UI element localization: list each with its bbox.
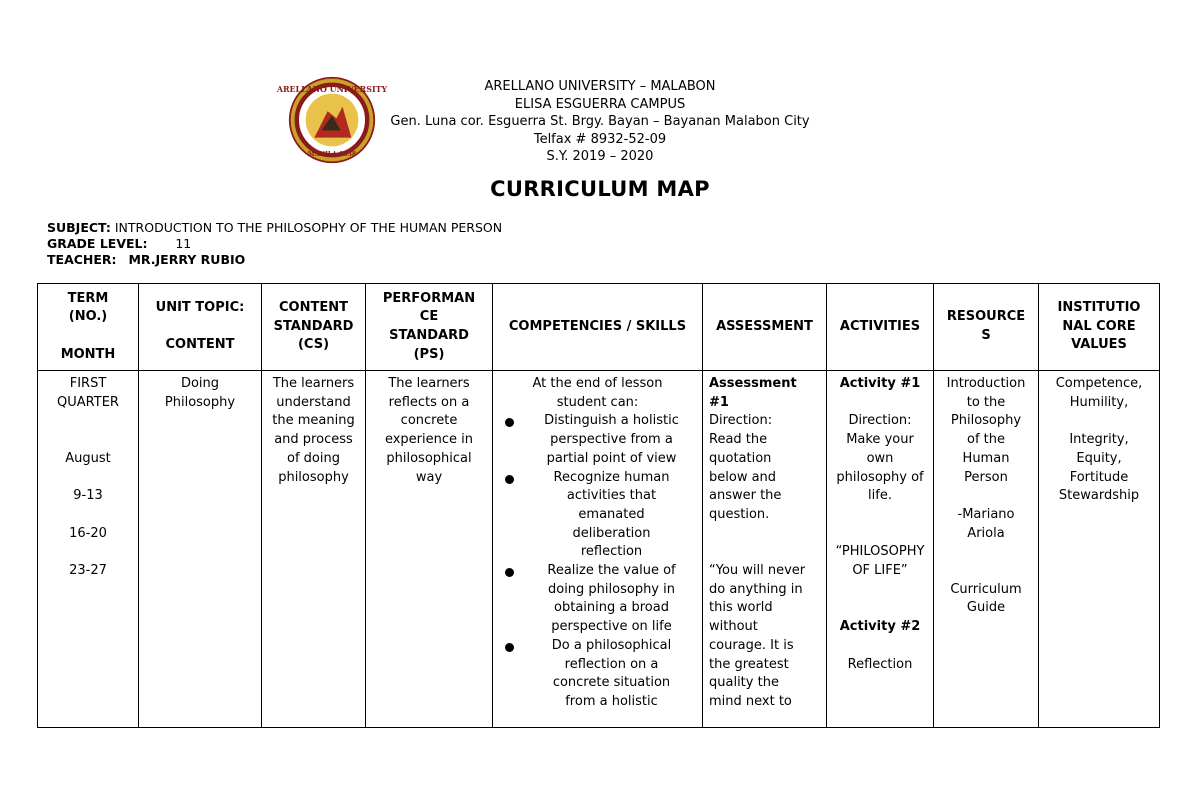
- text-line: Philosophy: [950, 413, 1022, 429]
- text-line: -Mariano: [957, 506, 1015, 522]
- text-line: reflection on a: [564, 656, 659, 672]
- activity-1-title: Activity #1: [839, 376, 921, 391]
- text-line: Person: [964, 469, 1008, 485]
- logo-text-bottom: MANILA 1938: [307, 151, 357, 159]
- course-meta: [47, 220, 502, 268]
- text-line: to the: [966, 394, 1006, 410]
- header-unit-topic: [139, 284, 262, 371]
- table-row: [38, 371, 1160, 728]
- text-line: student can:: [556, 394, 639, 410]
- text-line: Humility,: [1069, 394, 1129, 410]
- text-line: OF LIFE”: [852, 563, 908, 579]
- text-line: partial point of view: [546, 450, 677, 466]
- text-line: [938, 562, 1034, 581]
- competency-intro: [497, 375, 698, 412]
- campus-name: ELISA ESGUERRA CAMPUS: [514, 96, 686, 112]
- text-line: [42, 469, 134, 488]
- header-content-standard: [262, 284, 366, 371]
- text-line: “You will never: [709, 563, 806, 579]
- text-line: FIRST: [69, 376, 107, 391]
- grade-value: 11: [175, 236, 192, 251]
- text-line: (NO.): [68, 309, 108, 325]
- text-line: [709, 525, 822, 544]
- activity-2-title: Activity #2: [839, 619, 921, 635]
- text-line: The learners: [272, 376, 355, 391]
- text-line: without: [709, 619, 758, 635]
- logo-text-top: ARELLANO UNIVERSITY: [276, 84, 388, 94]
- text-line: Do a philosophical: [551, 637, 672, 653]
- header-term: [38, 284, 139, 371]
- text-line: STANDARD: [273, 318, 354, 334]
- text-line: below and: [709, 469, 777, 485]
- text-line: (CS): [297, 337, 330, 353]
- text-line: [938, 487, 1034, 506]
- cell-activities: [827, 371, 934, 728]
- text-line: [42, 506, 134, 525]
- header-assessment: [703, 284, 827, 371]
- bullet-icon: [505, 568, 514, 577]
- list-item: [497, 637, 698, 712]
- header-competencies: [493, 284, 703, 371]
- text-line: own: [866, 450, 894, 466]
- text-line: emanated: [578, 506, 645, 522]
- text-line: Assessment: [709, 376, 797, 391]
- text-line: Stewardship: [1058, 488, 1140, 504]
- text-line: [831, 581, 929, 600]
- text-line: [42, 412, 134, 431]
- text-line: #1: [709, 394, 729, 410]
- text-line: mind next to: [709, 693, 792, 709]
- header-core-values: [1039, 284, 1160, 371]
- text-line: Direction:: [848, 413, 912, 429]
- text-line: Reflection: [847, 656, 913, 672]
- text-line: Introduction: [946, 376, 1026, 391]
- text-line: RESOURCE: [946, 309, 1026, 325]
- text-line: [831, 599, 929, 618]
- text-line: CONTENT: [279, 299, 348, 315]
- header-activities: [827, 284, 934, 371]
- text-line: Equity,: [1076, 450, 1122, 466]
- text-line: activities that: [566, 488, 657, 504]
- text-line: Human: [962, 450, 1010, 466]
- text-line: [141, 318, 259, 337]
- header-resources: [934, 284, 1039, 371]
- text-line: Make your: [846, 432, 914, 448]
- text-line: STANDARD: [389, 328, 469, 343]
- text-line: philosophical: [386, 450, 472, 466]
- text-line: [831, 637, 929, 656]
- teacher-value: MR.JERRY RUBIO: [128, 252, 246, 267]
- text-line: and process: [274, 432, 353, 448]
- school-header: [360, 78, 840, 166]
- subject-value: INTRODUCTION TO THE PHILOSOPHY OF THE HUMAN PERSON: [114, 220, 503, 235]
- text-line: reflection: [580, 544, 643, 560]
- text-line: perspective from a: [550, 432, 673, 448]
- text-line: Curriculum: [950, 581, 1022, 597]
- text-line: quality the: [709, 675, 779, 691]
- text-line: [831, 394, 929, 413]
- text-line: from a holistic: [565, 693, 658, 709]
- school-telfax: Telfax # 8932-52-09: [533, 131, 667, 147]
- text-line: 9-13: [73, 488, 103, 504]
- list-item: [497, 469, 698, 563]
- text-line: TERM: [67, 290, 109, 306]
- text-line: (PS): [413, 346, 445, 362]
- list-item: [497, 562, 698, 637]
- teacher-label: TEACHER:: [47, 252, 117, 267]
- text-line: Recognize human: [553, 469, 670, 485]
- text-line: Competence,: [1055, 376, 1143, 391]
- text-line: [938, 543, 1034, 562]
- text-line: 23-27: [69, 563, 107, 579]
- header-performance-standard: [366, 284, 493, 371]
- text-line: [709, 543, 822, 562]
- text-line: answer the: [709, 488, 782, 504]
- text-line: Integrity,: [1069, 432, 1129, 448]
- cell-competencies: [493, 371, 703, 728]
- subject-label: SUBJECT:: [47, 220, 111, 235]
- text-line: do anything in: [709, 581, 803, 597]
- text-line: COMPETENCIES / SKILLS: [508, 318, 687, 334]
- text-line: PERFORMAN: [382, 290, 476, 306]
- text-line: VALUES: [1071, 337, 1127, 353]
- activity-1-body: [831, 394, 929, 618]
- text-line: [831, 506, 929, 525]
- text-line: philosophy: [278, 469, 349, 485]
- text-line: ASSESSMENT: [716, 318, 813, 334]
- text-line: ACTIVITIES: [839, 318, 921, 334]
- grade-label: GRADE LEVEL:: [47, 236, 148, 251]
- text-line: the meaning: [272, 413, 355, 429]
- school-name: ARELLANO UNIVERSITY – MALABON: [484, 79, 716, 94]
- text-line: obtaining a broad: [554, 600, 669, 616]
- text-line: of the: [967, 432, 1005, 448]
- school-year: S.Y. 2019 – 2020: [546, 149, 654, 164]
- text-line: quotation: [709, 450, 772, 466]
- text-line: [831, 525, 929, 544]
- text-line: UNIT TOPIC:: [155, 299, 245, 315]
- text-line: the greatest: [709, 656, 789, 672]
- text-line: At the end of lesson: [532, 376, 663, 391]
- text-line: question.: [709, 506, 770, 522]
- text-line: QUARTER: [57, 394, 119, 410]
- text-line: courage. It is: [709, 637, 794, 653]
- text-line: reflects on a: [388, 394, 470, 410]
- text-line: of doing: [287, 450, 340, 466]
- text-line: [42, 543, 134, 562]
- text-line: concrete situation: [552, 675, 671, 691]
- cell-core-values: [1039, 371, 1160, 728]
- text-line: CE: [419, 309, 439, 325]
- bullet-icon: [505, 643, 514, 652]
- cell-resources: [934, 371, 1039, 728]
- text-line: this world: [709, 600, 773, 616]
- text-line: August: [65, 450, 111, 466]
- text-line: philosophy of: [836, 469, 924, 485]
- text-line: The learners: [388, 376, 470, 391]
- text-line: [40, 327, 136, 346]
- text-line: deliberation: [572, 525, 651, 541]
- text-line: [42, 431, 134, 450]
- text-line: Direction:: [709, 413, 773, 429]
- text-line: perspective on life: [551, 619, 672, 635]
- text-line: concrete: [400, 413, 458, 429]
- bullet-icon: [505, 418, 514, 427]
- list-item: [497, 412, 698, 468]
- text-line: doing philosophy in: [547, 581, 675, 597]
- text-line: “PHILOSOPHY: [835, 544, 925, 560]
- text-line: experience in: [384, 432, 474, 448]
- text-line: CONTENT: [165, 337, 235, 353]
- text-line: MONTH: [60, 346, 116, 362]
- cell-assessment: [703, 371, 827, 728]
- text-line: Ariola: [967, 525, 1005, 541]
- table-header-row: [38, 284, 1160, 371]
- cell-performance-standard: [366, 371, 493, 728]
- text-line: 16-20: [69, 525, 107, 541]
- cell-unit-topic: [139, 371, 262, 728]
- text-line: Realize the value of: [547, 563, 676, 579]
- cell-term: [38, 371, 139, 728]
- bullet-icon: [505, 475, 514, 484]
- text-line: Doing: [180, 376, 220, 391]
- text-line: Philosophy: [164, 394, 236, 410]
- text-line: Read the: [709, 432, 768, 448]
- assessment-body: [709, 394, 822, 712]
- cell-content-standard: [262, 371, 366, 728]
- text-line: NAL CORE: [1062, 318, 1136, 334]
- text-line: way: [415, 469, 443, 485]
- page-title: CURRICULUM MAP: [490, 177, 710, 201]
- text-line: understand: [276, 394, 351, 410]
- text-line: [1043, 412, 1155, 431]
- curriculum-table: [37, 283, 1160, 728]
- text-line: Guide: [966, 600, 1006, 616]
- text-line: S: [981, 328, 991, 343]
- text-line: INSTITUTIO: [1057, 299, 1141, 315]
- school-address: Gen. Luna cor. Esguerra St. Brgy. Bayan – Bayanan Malabon City: [390, 114, 810, 129]
- text-line: Distinguish a holistic: [544, 413, 679, 429]
- text-line: Fortitude: [1069, 469, 1129, 485]
- text-line: life.: [868, 488, 892, 504]
